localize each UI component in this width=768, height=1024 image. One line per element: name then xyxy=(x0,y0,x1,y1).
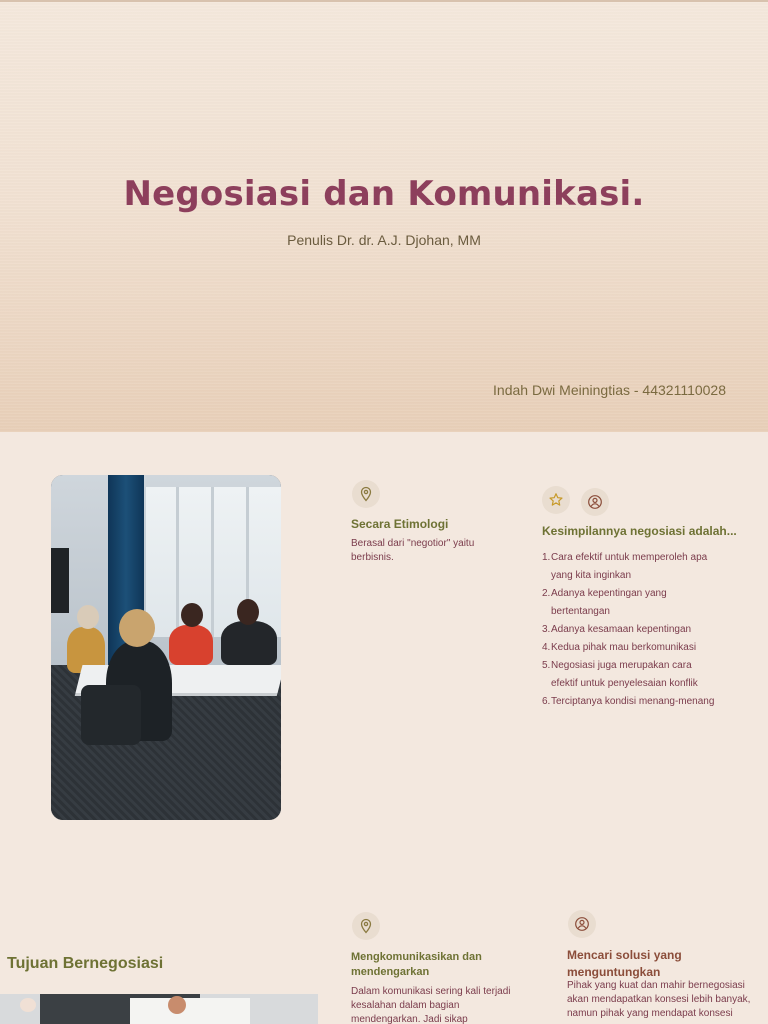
list-item: 4. Kedua pihak mau berkomunikasi xyxy=(542,642,697,653)
presentation-author: Indah Dwi Meiningtias - 44321110028 xyxy=(493,382,726,398)
presentation-title: Negosiasi dan Komunikasi. xyxy=(123,174,645,214)
col1-text: Dalam komunikasi sering kali terjadi kesalahan dalam bagian mendengarkan. Jadi sikap xyxy=(351,986,511,1024)
definition-slide xyxy=(0,432,768,892)
presentation-subtitle: Penulis Dr. dr. A.J. Djohan, MM xyxy=(287,232,481,248)
list-item: 3. Adanya kesamaan kepentingan xyxy=(542,624,692,635)
col2-text: Pihak yang kuat dan mahir bernegosiasi akan mendapatkan konsesi lebih banyak, namun pihak yang mendapat konsesi xyxy=(567,980,751,1019)
work-photo xyxy=(0,994,318,1024)
etimologi-title: Secara Etimologi xyxy=(351,517,449,531)
purpose-heading: Tujuan Bernegosiasi xyxy=(7,955,164,972)
location-pin-icon xyxy=(352,480,380,508)
star-icon xyxy=(542,486,570,514)
list-item: 1. Cara efektif untuk memperoleh apa yang kita inginkan xyxy=(542,552,708,581)
meeting-photo xyxy=(51,475,281,820)
purpose-slide xyxy=(0,892,768,1024)
location-pin-icon xyxy=(352,912,380,940)
kesimpulan-title: Kesimpilannya negosiasi adalah... xyxy=(542,524,737,538)
list-item: 5. Negosiasi juga merupakan cara efektif untuk penyelesaian konflik xyxy=(542,660,698,689)
col1-title: Mengkomunikasikan dan mendengarkan xyxy=(351,951,482,978)
list-item: 6. Terciptanya kondisi menang-menang xyxy=(542,696,715,707)
user-circle-icon xyxy=(581,488,609,516)
title-slide xyxy=(0,0,768,432)
etimologi-text: Berasal dari "negotior" yaitu berbisnis. xyxy=(351,538,475,563)
user-circle-icon xyxy=(568,910,596,938)
col2-title: Mencari solusi yang menguntungkan xyxy=(567,948,682,979)
kesimpulan-list xyxy=(542,549,717,711)
list-item: 2. Adanya kepentingan yang bertentangan xyxy=(542,588,667,617)
